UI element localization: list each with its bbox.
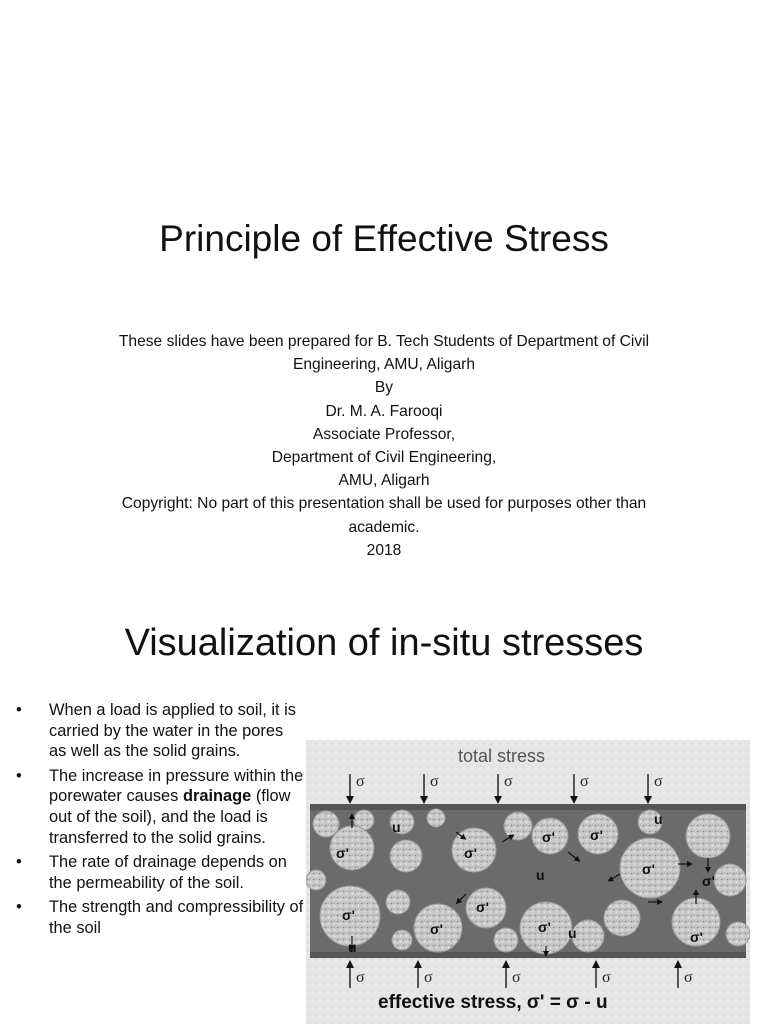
subtitle-line: Dr. M. A. Farooqi <box>325 402 443 420</box>
bullet-text: When a load is applied to soil, it is carried by the water in the pores as well as the solid grains. <box>49 701 296 761</box>
soil-grain <box>427 809 445 827</box>
bullet-item <box>14 700 304 762</box>
sigma-prime-label: σ' <box>336 845 349 861</box>
bullet-text-part: The increase in pressure within the porewater causes <box>49 766 304 806</box>
pore-pressure-label: u <box>348 939 357 955</box>
sigma-prime-label: σ' <box>642 861 655 877</box>
pore-pressure-label: u <box>654 811 663 827</box>
subtitle-line: academic. <box>348 518 420 536</box>
pore-pressure-label: u <box>392 819 401 835</box>
sigma-label: σ <box>424 969 433 986</box>
sigma-prime-label: σ' <box>690 929 703 945</box>
bullet-item <box>14 766 304 848</box>
bullet-icon: • <box>16 853 22 872</box>
bullet-text <box>49 767 303 847</box>
sigma-prime-label: σ' <box>342 907 355 923</box>
soil-grain <box>390 840 422 872</box>
soil-grain <box>714 864 746 896</box>
sigma-prime-label: σ' <box>542 829 555 845</box>
soil-grain <box>392 930 412 950</box>
soil-grain <box>494 928 518 952</box>
subtitle-line: These slides have been prepared for B. Tech Students of Department of Civil <box>118 333 650 350</box>
sigma-label: σ <box>504 773 513 790</box>
bullet-icon: • <box>16 701 22 719</box>
content-slide <box>0 598 768 1024</box>
bullet-bold-term: drainage <box>182 787 252 806</box>
sigma-prime-label: σ' <box>538 919 551 935</box>
sigma-label: σ <box>580 773 589 790</box>
soil-grain <box>604 900 640 936</box>
sigma-label: σ <box>512 969 521 986</box>
effective-stress-equation: effective stress, σ' = σ - u <box>378 992 608 1013</box>
sigma-label: σ <box>356 773 365 790</box>
pore-pressure-label: u <box>568 925 577 941</box>
top-plate <box>310 804 746 810</box>
soil-grain <box>504 812 532 840</box>
bullet-text: The strength and compressibility of the soil <box>49 898 304 937</box>
subtitle-line: Copyright: No part of this presentation shall be used for purposes other than <box>121 495 647 513</box>
bullet-icon: • <box>16 898 22 917</box>
sigma-prime-label: σ' <box>702 873 715 889</box>
sigma-label: σ <box>684 969 693 986</box>
subtitle-line: Department of Civil Engineering, <box>271 449 497 467</box>
bullet-item <box>14 897 304 938</box>
sigma-label: σ <box>602 969 611 986</box>
subtitle-line: Engineering, AMU, Aligarh <box>292 356 476 374</box>
effective-stress-diagram <box>306 740 750 1024</box>
sigma-prime-label: σ' <box>464 845 477 861</box>
subtitle-line: AMU, Aligarh <box>338 472 430 490</box>
bullet-icon: • <box>16 766 22 785</box>
subtitle-line: Associate Professor, <box>312 425 456 443</box>
subtitle-line: By <box>374 379 394 397</box>
sigma-label: σ <box>430 773 439 790</box>
total-stress-label: total stress <box>458 746 546 766</box>
subtitle-block <box>60 330 708 562</box>
soil-grain <box>386 890 410 914</box>
soil-grain <box>306 870 326 890</box>
sigma-label: σ <box>356 969 365 986</box>
soil-grain <box>313 811 339 837</box>
soil-grain <box>572 920 604 952</box>
subtitle-line: 2018 <box>366 541 402 559</box>
soil-grain <box>686 814 730 858</box>
bullet-text-part: (flow out of the soil), and the load is transferred to the solid grains. <box>49 787 291 847</box>
slide-title: Principle of Effective Stress <box>159 218 609 259</box>
bullet-item <box>14 852 304 893</box>
bottom-plate <box>310 952 746 958</box>
soil-grain <box>726 922 750 946</box>
pore-pressure-label: u <box>536 867 545 883</box>
sigma-prime-label: σ' <box>476 899 489 915</box>
slide-title: Visualization of in-situ stresses <box>124 622 644 664</box>
sigma-label: σ <box>654 773 663 790</box>
sigma-prime-label: σ' <box>430 921 443 937</box>
bullet-text: The rate of drainage depends on the permeability of the soil. <box>49 853 287 892</box>
bullet-list <box>14 700 304 943</box>
sigma-prime-label: σ' <box>590 827 603 843</box>
